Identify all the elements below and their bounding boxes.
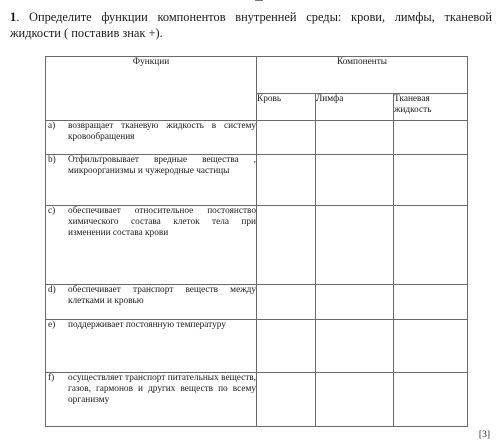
table-row: [46, 206, 468, 285]
answer-cell-blood[interactable]: [257, 155, 316, 206]
header-functions: Функции: [46, 57, 257, 121]
answer-cell-tissue-fluid[interactable]: [394, 155, 468, 206]
row-letter: f): [48, 373, 55, 383]
function-cell: [46, 373, 257, 427]
table-row: [46, 155, 468, 206]
table-row: [46, 121, 468, 155]
row-letter: e): [48, 320, 56, 330]
answer-cell-tissue-fluid[interactable]: [394, 121, 468, 155]
answer-cell-lymph[interactable]: [316, 206, 394, 285]
answer-cell-blood[interactable]: [257, 206, 316, 285]
function-cell: [46, 206, 257, 285]
row-function-text: обеспечивает относительное постоянство химического состава клеток тела при изменении состава крови: [68, 206, 256, 239]
header-tissue-fluid: Тканевая жидкость: [394, 94, 468, 121]
answer-cell-blood[interactable]: [257, 285, 316, 320]
question-text: [10, 9, 492, 41]
answer-cell-tissue-fluid[interactable]: [394, 206, 468, 285]
answer-cell-blood[interactable]: [257, 121, 316, 155]
answer-cell-lymph[interactable]: [316, 285, 394, 320]
row-letter: c): [48, 206, 56, 216]
row-letter: b): [48, 155, 56, 165]
function-cell: [46, 155, 257, 206]
table-row: [46, 373, 468, 427]
top-edge-mark: [255, 0, 263, 4]
header-lymph: Лимфа: [316, 94, 394, 121]
question-body: . Определите функции компонентов внутренней среды: крови, лимфы, тканевой жидкости ( поставив знак +).: [10, 10, 492, 40]
table-row: [46, 320, 468, 373]
header-blood: Кровь: [257, 94, 316, 121]
row-function-text: Отфильтровывает вредные вещества , микроорганизмы и чужеродные частицы: [68, 155, 256, 177]
answer-cell-lymph[interactable]: [316, 320, 394, 373]
answer-cell-tissue-fluid[interactable]: [394, 285, 468, 320]
row-letter: a): [48, 121, 56, 131]
answer-cell-lymph[interactable]: [316, 121, 394, 155]
function-cell: [46, 320, 257, 373]
table-row: [46, 285, 468, 320]
function-cell: [46, 285, 257, 320]
question-number: 1: [10, 10, 17, 24]
answer-cell-lymph[interactable]: [316, 155, 394, 206]
row-function-text: возвращает тканевую жидкость в систему кровообращения: [68, 121, 256, 143]
row-function-text: поддерживает постоянную температуру: [68, 320, 226, 330]
score-label: [3]: [478, 430, 490, 440]
answer-cell-tissue-fluid[interactable]: [394, 320, 468, 373]
answer-cell-blood[interactable]: [257, 373, 316, 427]
answer-cell-blood[interactable]: [257, 320, 316, 373]
answer-cell-tissue-fluid[interactable]: [394, 373, 468, 427]
row-function-text: осуществляет транспорт питательных веществ, газов, гармонов и других веществ по всему организму: [68, 373, 256, 406]
answer-cell-lymph[interactable]: [316, 373, 394, 427]
function-cell: [46, 121, 257, 155]
functions-table: [45, 56, 468, 427]
row-letter: d): [48, 285, 56, 295]
row-function-text: обеспечивает транспорт веществ между клетками и кровью: [68, 285, 256, 307]
header-components: Компоненты: [257, 57, 468, 94]
